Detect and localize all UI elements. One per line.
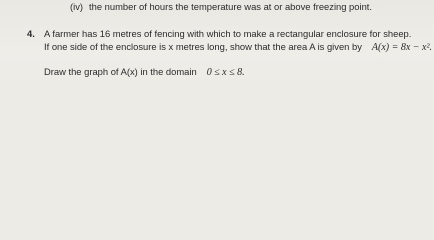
- question-line-3-text: Draw the graph of A(x) in the domain: [44, 66, 197, 77]
- area-formula: A(x) = 8x − x².: [371, 42, 432, 53]
- question-line-2-text: If one side of the enclosure is x metres long, show that the area A is given by: [44, 41, 362, 52]
- question-line-2: [44, 41, 432, 53]
- domain-expression: 0 ≤ x ≤ 8.: [206, 67, 245, 78]
- question-line-1: A farmer has 16 metres of fencing with which to make a rectangular enclosure for sheep.: [44, 28, 412, 39]
- subquestion-label: (iv): [70, 1, 84, 12]
- previous-subquestion: [70, 1, 372, 12]
- subquestion-text: the number of hours the temperature was at or above freezing point.: [89, 1, 372, 12]
- question-line-3: [44, 66, 245, 78]
- question-number: 4.: [27, 28, 35, 39]
- textbook-page: [0, 0, 434, 93]
